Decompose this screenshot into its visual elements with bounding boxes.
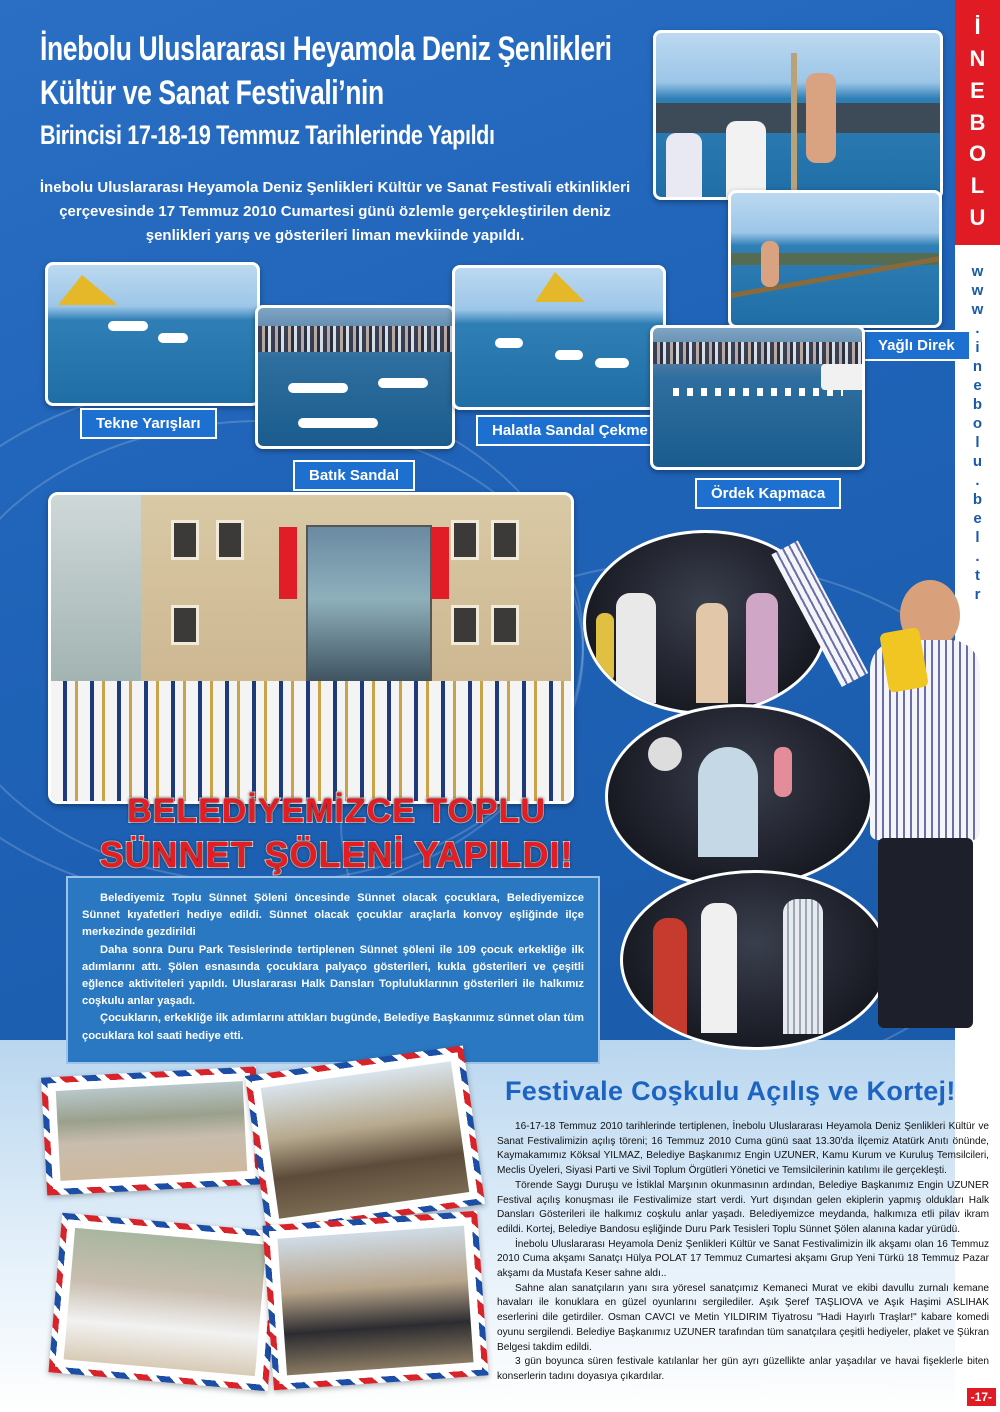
page-title-line3: Birincisi 17-18-19 Temmuz Tarihlerinde Yapıldı — [40, 120, 495, 150]
photo-duck-catch — [650, 325, 865, 470]
caption-ordek-kapmaca: Ördek Kapmaca — [695, 478, 841, 509]
festival-paragraph: İnebolu Uluslararası Heyamola Deniz Şenlikleri Kültür ve Sanat Festivalimizin ilk akşamı olan 16 Temmuz 2010 Cuma akşamı Sanatçı Hülya POLAT 17 Temmuz Cumartesi akşamı Grup Yeni Türkü 18 Temmuz Pazar akşamı da Mustafa Keser sahne aldı.. — [497, 1238, 989, 1280]
url-char: n — [972, 358, 983, 375]
photo-sunken-boat — [255, 305, 455, 449]
festival-article — [497, 1120, 989, 1385]
festival-paragraph: Törende Saygı Duruşu ve İstiklal Marşının okunmasının ardından, Belediye Başkanımız Engin UZUNER Festival açılış konuşması ile Festivalimize start verdi. Yurt dışından gelen ekiplerin yapmış oldukları Halk Dansları Gösterileri ile halkımız coşkulu anlar yaşadı. Belediyemizce meydanda, halkımıza etli pilav ikram edildi. Kortej, Belediye Bandosu eşliğinde Duru Park Tesisleri Toplu Sünnet Şölen alanına kadar yürüdü. — [497, 1179, 989, 1235]
festival-paragraph: Sahne alan sanatçıların yanı sıra yöresel sanatçımız Kemaneci Murat ve ekibi davullu zurnalı kemane havaları ile konuklara en güzel oyunlarını sergilediler. Aşık Şeref TAŞLIOVA ve Aşık Haşimi ASLIHAK eserlerini dile getirdiler. Osman CAVCI ve Metin YILDIRIM Tiyatrosu "Hadi Hayırlı Traşlar!" kabare komedi oyunu sergilendi. Belediye Başkanımız UZUNER tarafından tüm sanatçılara çeşitli hediyeler, plaket ve Şükran Belgesi takdim edildi. — [497, 1282, 989, 1353]
intro-paragraph: İnebolu Uluslararası Heyamola Deniz Şenlikleri Kültür ve Sanat Festivali etkinlikleri çerçevesinde 17 Temmuz 2010 Cumartesi günü özlemle gerçekleştirilen deniz şenlikleri yarış ve gösterileri liman mevkiinde yapıldı. — [39, 179, 631, 244]
url-char: w — [971, 282, 984, 299]
photo-rope-boat-pull — [452, 265, 666, 410]
sidebar-letter: İ — [974, 13, 981, 39]
photo-white-dancers — [48, 1213, 281, 1392]
url-char: . — [975, 320, 980, 337]
festival-paragraph: 16-17-18 Temmuz 2010 tarihlerinde tertiplenen, İnebolu Uluslararası Heyamola Deniz Şenlikleri Kültür ve Sanat Festivalimizin açılış töreni; 16 Temmuz 2010 Cuma günü saat 13.30'da İlçemiz Atatürk Anıtı önünde, Kaymakamımız Köksal YILMAZ, Belediye Başkanımız Engin UZUNER, Kamu Kurum ve Kuruluş Temsilcileri, Meclis Üyeleri, Siyasi Parti ve Sivil Toplum Örgütleri Yönetici ve Temsilcilerinin katılımı ile gerçekleşti. — [497, 1121, 989, 1177]
sunnet-headline-line1: BELEDİYEMİZCE TOPLU — [127, 792, 546, 830]
festival-title: Festivale Coşkulu Açılış ve Kortej! — [505, 1076, 956, 1106]
caption-tekne-yarislari: Tekne Yarışları — [80, 408, 217, 439]
photo-boat-race — [45, 262, 260, 406]
festival-paragraph: 3 gün boyunca süren festivale katılanlar her gün ayrı güzellikte anlar yaşadılar ve havai fişeklerle biten konserlerin tadını doyasıya çıkardılar. — [497, 1356, 989, 1382]
photo-folk-dancers — [245, 1045, 485, 1234]
caption-halatla-sandal: Halatla Sandal Çekme — [476, 415, 664, 446]
url-char: e — [973, 377, 982, 394]
sidebar-letter: E — [970, 77, 985, 103]
url-char: b — [972, 491, 983, 508]
url-char: t — [975, 567, 980, 584]
url-char: l — [975, 434, 980, 451]
url-char: w — [971, 301, 984, 318]
url-char: u — [972, 453, 983, 470]
url-char: . — [975, 472, 980, 489]
sunnet-paragraph: Çocukların, erkekliğe ilk adımlarını attıkları bugünde, Belediye Başkanımız sünnet olan tüm çocuklara kol saati hediye etti. — [82, 1012, 584, 1042]
page-title-line2: Kültür ve Sanat Festivali’nin — [40, 74, 384, 112]
sunnet-paragraph: Daha sonra Duru Park Tesislerinde tertiplenen Sünnet şöleni ile 109 çocuk erkekliğe ilk adımlarını attı. Şölen esnasında çocuklara palyaço gösterileri, kukla gösterileri ve çeşitli eğlence aktiviteleri yapıldı. Uluslararası Halk Dansları Topluluklarının gösterileri ile halkımız coşkulu anlar yaşadı. — [82, 943, 584, 1008]
url-char: b — [972, 396, 983, 413]
url-char: l — [975, 529, 980, 546]
sidebar-brand — [955, 0, 1000, 245]
sidebar-letter: N — [969, 45, 986, 71]
sidebar-letter: U — [969, 205, 986, 231]
sunnet-headline-line2: SÜNNET ŞÖLENİ YAPILDI! — [99, 834, 574, 875]
photo-greasy-pole — [728, 190, 942, 328]
url-char: r — [974, 586, 981, 603]
page-number: -17- — [967, 1388, 996, 1406]
sidebar-letter: O — [968, 141, 987, 167]
sunnet-article — [66, 876, 600, 1064]
photo-dignitaries-pier — [653, 30, 943, 200]
photo-human-tower — [263, 1211, 489, 1391]
sidebar-letter: L — [970, 173, 985, 199]
url-char: o — [972, 415, 983, 432]
page-title-line1: İnebolu Uluslararası Heyamola Deniz Şenlikleri — [40, 30, 612, 68]
sunnet-paragraph: Belediyemiz Toplu Sünnet Şöleni öncesinde Sünnet olacak çocuklara, Belediyemizce Sünnet kıyafetleri hediye edildi. Sünnet olacak çocuklar araçlarla konvoy eşliğinde ilçe merkezinde gezdirildi — [82, 892, 584, 939]
photo-square-dance — [41, 1066, 262, 1195]
caption-batik-sandal: Batık Sandal — [293, 460, 415, 491]
caption-yagli-direk: Yağlı Direk — [862, 330, 971, 361]
url-char: i — [975, 339, 980, 356]
photo-circumcision-group — [48, 492, 574, 804]
photo-singer — [780, 520, 995, 1040]
url-char: w — [971, 263, 984, 280]
url-char: e — [973, 510, 982, 527]
sidebar-letter: B — [969, 109, 986, 135]
url-char: . — [975, 548, 980, 565]
